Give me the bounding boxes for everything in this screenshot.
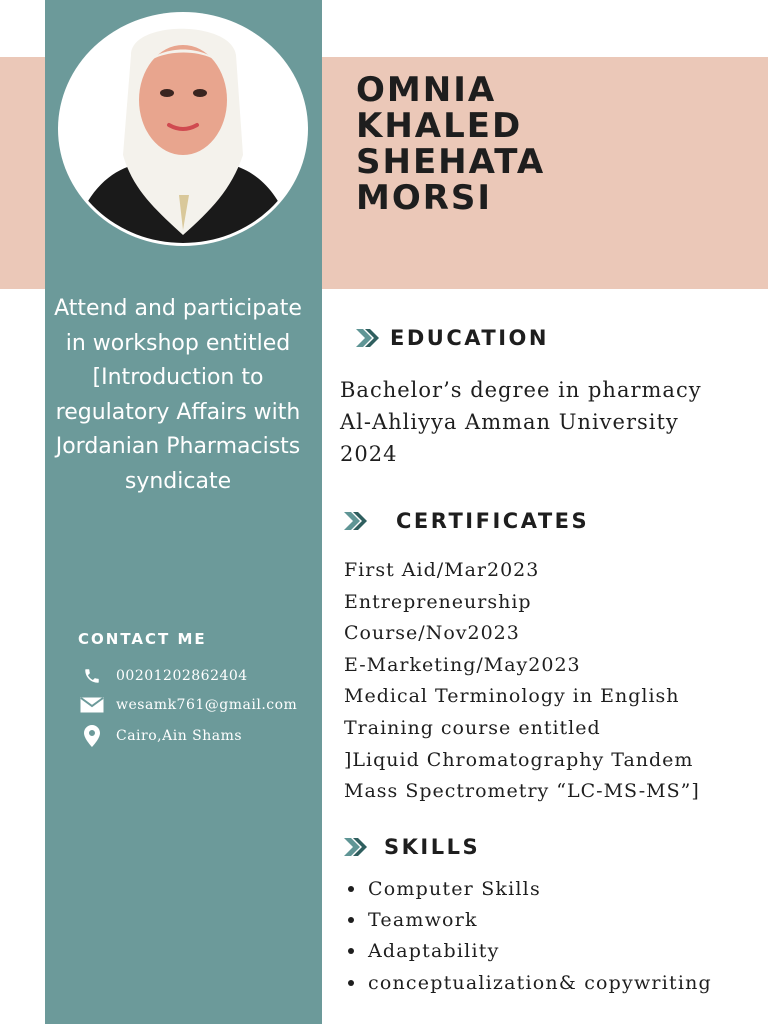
skills-heading <box>344 835 480 859</box>
name-line: MORSI <box>356 178 493 218</box>
education-details <box>340 374 702 470</box>
location-text: Cairo,Ain Shams <box>116 728 243 744</box>
contact-phone <box>80 665 320 687</box>
skill-item <box>344 904 712 935</box>
degree: Bachelor’s degree in pharmacy <box>340 378 702 402</box>
certificate-line: Entrepreneurship <box>344 590 532 613</box>
certificate-line: E-Marketing/May2023 <box>344 653 581 676</box>
double-chevron-icon <box>344 512 368 530</box>
phone-number[interactable]: 00201202862404 <box>116 668 248 684</box>
contact-email <box>80 694 320 716</box>
name-line: OMNIA <box>356 70 497 110</box>
certificate-line: Medical Terminology in English <box>344 685 680 708</box>
double-chevron-icon <box>344 838 368 856</box>
bullet-icon <box>348 980 354 986</box>
full-name <box>356 72 756 216</box>
certificates-title: CERTIFICATES <box>396 509 590 533</box>
name-line: KHALED <box>356 106 523 146</box>
university: Al-Ahliyya Amman University <box>340 410 679 434</box>
map-pin-icon <box>80 726 104 746</box>
certificate-line: Mass Spectrometry “LC-MS-MS”] <box>344 780 700 803</box>
phone-icon <box>80 666 104 686</box>
certificate-line: Training course entitled <box>344 716 601 739</box>
name-line: SHEHATA <box>356 142 546 182</box>
skill-label: Adaptability <box>368 940 500 963</box>
contact-location <box>80 725 320 747</box>
skills-title: SKILLS <box>384 835 481 859</box>
workshop-statement: Attend and participate in workshop entitled [Introduction to regulatory Affairs with Jordanian Pharmacists syndicate <box>54 296 302 494</box>
graduation-year: 2024 <box>340 442 398 466</box>
email-address[interactable]: wesamk761@gmail.com <box>116 697 298 713</box>
contact-title: CONTACT ME <box>78 630 207 648</box>
certificates-list <box>344 555 700 808</box>
certificates-heading <box>344 509 589 533</box>
skill-item <box>344 873 712 904</box>
certificate-line: ]Liquid Chromatography Tandem <box>344 748 694 771</box>
skill-label: conceptualization& copywriting <box>368 971 712 994</box>
envelope-icon <box>80 695 104 715</box>
education-title: EDUCATION <box>390 326 549 350</box>
skills-list <box>344 873 712 998</box>
certificate-line: Course/Nov2023 <box>344 622 520 645</box>
skill-item <box>344 936 712 967</box>
certificate-line: First Aid/Mar2023 <box>344 559 540 581</box>
bullet-icon <box>348 886 354 892</box>
bullet-icon <box>348 917 354 923</box>
double-chevron-icon <box>356 329 380 347</box>
skill-label: Teamwork <box>368 908 478 931</box>
bullet-icon <box>348 948 354 954</box>
profile-photo <box>61 15 305 243</box>
skill-label: Computer Skills <box>368 877 541 900</box>
skill-item <box>344 967 712 998</box>
education-heading <box>356 326 549 350</box>
